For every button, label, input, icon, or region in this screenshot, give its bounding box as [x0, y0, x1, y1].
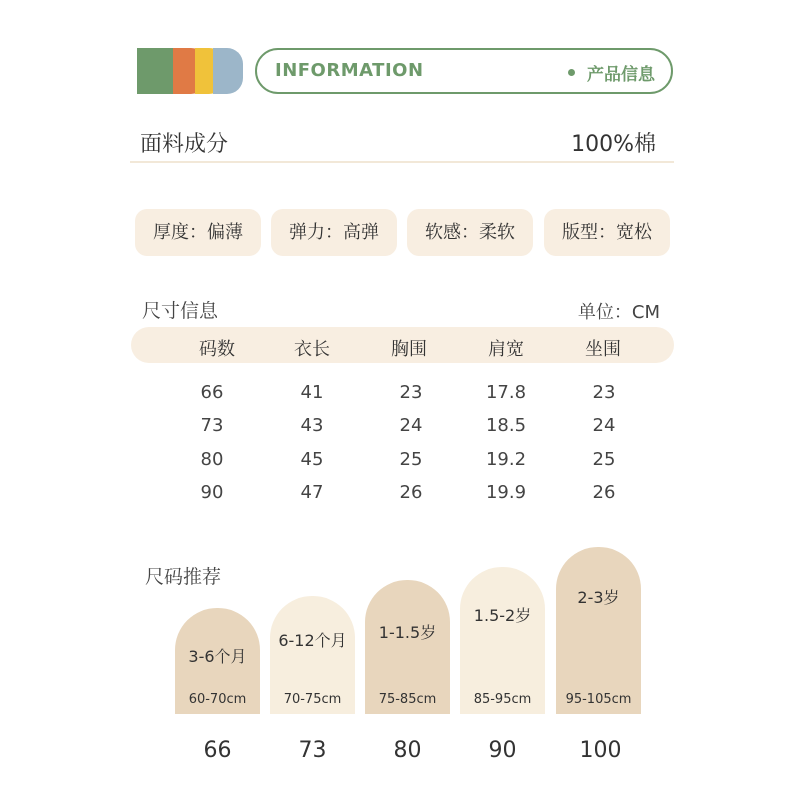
table-cell: 17.8: [485, 382, 527, 403]
size-arch-73: [270, 596, 355, 714]
table-cell: 41: [300, 382, 324, 403]
bullet-dot-icon: [568, 69, 575, 76]
table-header-size: 码数: [199, 339, 235, 360]
table-cell: 18.5: [485, 415, 527, 436]
attribute-chip-fit: 版型：宽松: [544, 209, 670, 256]
recommended-size-100: 100: [579, 738, 622, 763]
recommended-size-73: 73: [298, 738, 327, 763]
fabric-label: 面料成分: [140, 132, 229, 157]
attribute-chip-thickness: 厚度：偏薄: [135, 209, 261, 256]
table-header-chest: 胸围: [391, 339, 427, 360]
height-range-label: 70-75cm: [283, 692, 342, 707]
recommended-size-90: 90: [488, 738, 517, 763]
table-cell: 23: [399, 382, 423, 403]
table-cell: 90: [200, 482, 224, 503]
table-cell: 25: [592, 449, 616, 470]
table-cell: 80: [200, 449, 224, 470]
information-banner: [255, 48, 673, 94]
recommended-size-80: 80: [393, 738, 422, 763]
age-range-label: 2-3岁: [577, 588, 620, 607]
fabric-value: 100%棉: [571, 132, 656, 157]
height-range-label: 75-85cm: [378, 692, 437, 707]
age-range-label: 1.5-2岁: [473, 606, 532, 625]
attribute-chip-elasticity: 弹力：高弹: [271, 209, 397, 256]
table-cell: 24: [592, 415, 616, 436]
table-row: [0, 415, 800, 437]
table-cell: 45: [300, 449, 324, 470]
information-title: INFORMATION: [275, 60, 424, 81]
table-cell: 23: [592, 382, 616, 403]
divider: [130, 161, 674, 163]
unit-label: 单位：CM: [577, 302, 660, 323]
size-arch-90: [460, 567, 545, 714]
table-row: [0, 482, 800, 504]
size-recommend-title: 尺码推荐: [145, 566, 222, 588]
table-row: [0, 449, 800, 471]
logo-block-blue: [213, 48, 243, 94]
table-cell: 24: [399, 415, 423, 436]
table-cell: 25: [399, 449, 423, 470]
table-cell: 26: [399, 482, 423, 503]
attribute-chip-softness: 软感：柔软: [407, 209, 533, 256]
brand-logo: [137, 48, 247, 94]
size-arch-66: [175, 608, 260, 714]
size-info-title: 尺寸信息: [142, 300, 219, 322]
age-range-label: 6-12个月: [278, 631, 347, 650]
table-cell: 73: [200, 415, 224, 436]
table-cell: 26: [592, 482, 616, 503]
age-range-label: 3-6个月: [188, 647, 247, 666]
size-arch-100: [556, 547, 641, 714]
age-range-label: 1-1.5岁: [378, 623, 437, 642]
table-cell: 19.9: [485, 482, 527, 503]
recommended-size-66: 66: [203, 738, 232, 763]
table-cell: 66: [200, 382, 224, 403]
height-range-label: 95-105cm: [565, 692, 632, 707]
table-header-length: 衣长: [294, 339, 330, 360]
product-info-label: 产品信息: [587, 65, 655, 85]
table-header-shoulder: 肩宽: [488, 339, 524, 360]
table-header-hip: 坐围: [585, 339, 621, 360]
size-arch-80: [365, 580, 450, 714]
height-range-label: 85-95cm: [473, 692, 532, 707]
table-row: [0, 382, 800, 404]
table-cell: 43: [300, 415, 324, 436]
table-cell: 47: [300, 482, 324, 503]
table-cell: 19.2: [485, 449, 527, 470]
height-range-label: 60-70cm: [188, 692, 247, 707]
